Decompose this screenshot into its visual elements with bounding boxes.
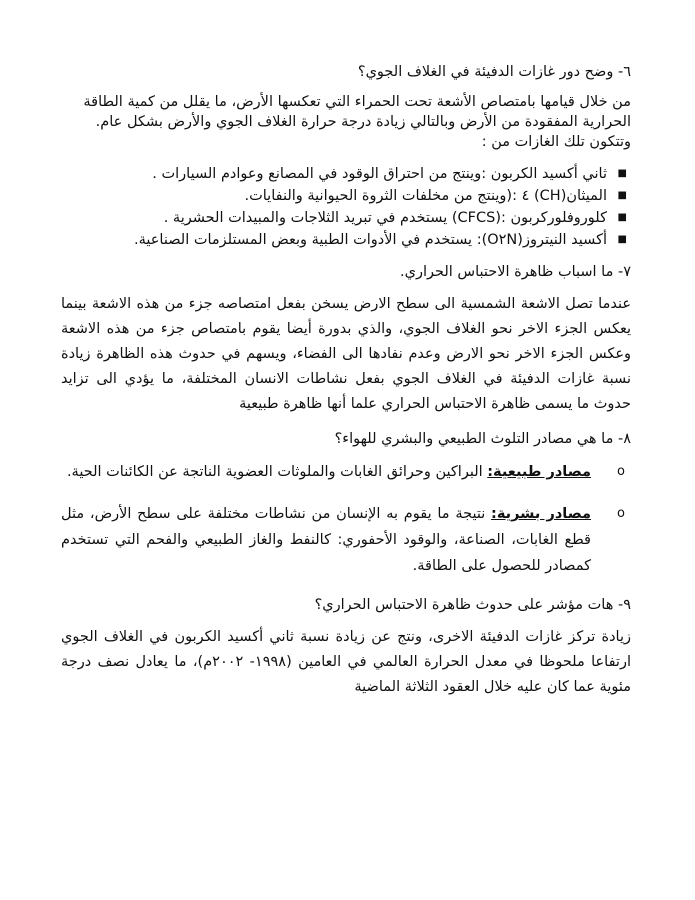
- source-label-human: مصادر بشرية:: [491, 506, 591, 522]
- question-9: ٩- هات مؤشر على حدوث ظاهرة الاحتباس الحراري؟: [314, 597, 631, 613]
- greenhouse-gases-list: [61, 164, 631, 250]
- list-item: ■ أكسيد النيتروز(O٢N): يستخدم في الأدوات الطبية وبعض المستلزمات الصناعية.: [134, 232, 627, 248]
- list-item: ■ ثاني أكسيد الكربون :وينتج من احتراق الوقود في المصانع وعوادم السيارات .: [152, 166, 627, 182]
- list-item: o مصادر طبيعية: البراكين وحرائق الغابات والملوثات العضوية الناتجة عن الكائنات الحية.: [61, 459, 591, 485]
- answer-7: عندما تصل الاشعة الشمسية الى سطح الارض يسخن بفعل امتصاصه جزء من هذه الاشعة بينما يعكس الجزء الاخر نحو الغلاف الجوي، والذي بدورة أيضا يقوم بامتصاص جزء من هذه الاشعة وعكس الجزء الاخر نحو الارض وعدم نفادها الى الفضاء، ويسهم في حدوث هذه الظاهرة زيادة نسبة غازات الدفيئة في الغلاف الجوي بفعل نشاطات الانسان المختلفة، ما يؤدي الى تزايد حدوث ما يسمى ظاهرة الاحتباس الحراري علما أنها ظاهرة طبيعية: [61, 296, 631, 412]
- square-bullet-icon: ■: [617, 212, 627, 223]
- question-8: ٨- ما هي مصادر التلوث الطبيعي والبشري للهواء؟: [334, 431, 631, 447]
- circle-bullet-icon: o: [617, 506, 625, 521]
- question-6: ٦- وضح دور غازات الدفيئة في الغلاف الجوي؟: [357, 64, 631, 80]
- document-page: [61, 62, 631, 712]
- square-bullet-icon: ■: [617, 168, 627, 179]
- list-item: ■ الميثان(CH) ٤ :(وينتج من مخلفات الثروة الحيوانية والنفايات.: [244, 188, 627, 204]
- list-item: o مصادر بشرية: نتيجة ما يقوم به الإنسان من نشاطات مختلفة على سطح الأرض، مثل قطع الغابات، الصناعة، والوقود الأحفوري: كالنفط والغاز الطبيعي والفحم التي تستخدم كمصادر للحصول على الطاقة.: [61, 501, 591, 579]
- list-item: ■ كلوروفلوركربون :(CFCS) يستخدم في تبريد الثلاجات والمبيدات الحشرية .: [163, 210, 627, 226]
- pollution-sources-list: [61, 459, 631, 579]
- source-label-natural: مصادر طبيعية:: [487, 464, 591, 480]
- circle-bullet-icon: o: [617, 464, 625, 479]
- square-bullet-icon: ■: [617, 234, 627, 245]
- question-7: ٧- ما اسباب ظاهرة الاحتباس الحراري.: [399, 264, 631, 280]
- answer-9: زيادة تركز غازات الدفيئة الاخرى، ونتج عن زيادة نسبة ثاني أكسيد الكربون في الغلاف الجوي ارتفاعا ملحوظا في معدل الحرارة العالمي في العامين (١٩٩٨- ٢٠٠٢م)، ما يعادل نصف درجة مئوية عما كان عليه خلال العقود الثلاثة الماضية: [61, 629, 631, 695]
- answer-6-intro: من خلال قيامها بامتصاص الأشعة تحت الحمراء التي تعكسها الأرض، ما يقلل من كمية الطاقة الحرارية المفقودة من الأرض وبالتالي زيادة درجة حرارة الغلاف الجوي والأرض بشكل عام. وتتكون تلك الغازات من :: [83, 94, 631, 150]
- square-bullet-icon: ■: [617, 190, 627, 201]
